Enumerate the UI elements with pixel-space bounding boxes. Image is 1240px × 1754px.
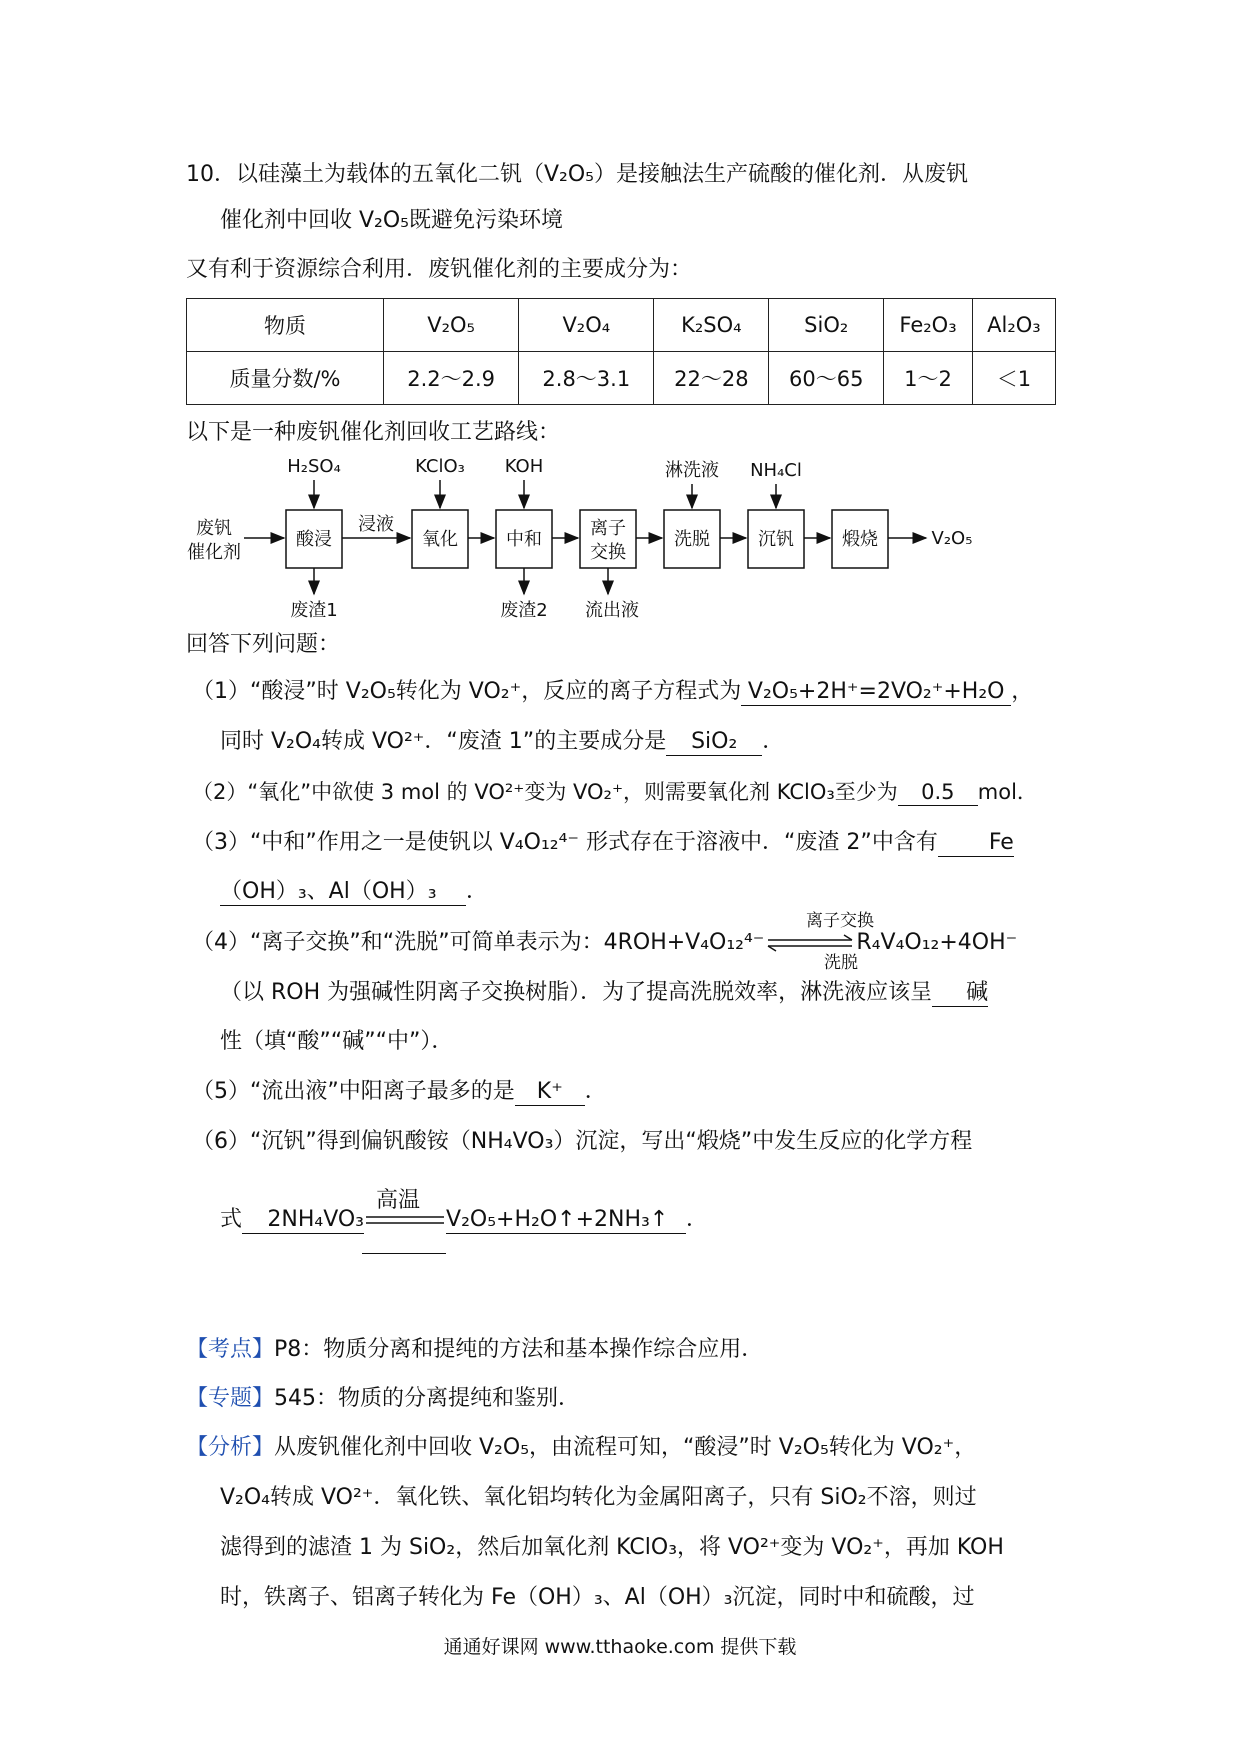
- q1-text: ，: [1011, 679, 1034, 704]
- flow-output: 废渣2: [500, 600, 548, 621]
- table-cell: V₂O₅: [384, 299, 519, 352]
- flow-intro: 以下是一种废钒催化剂回收工艺路线：: [186, 420, 561, 445]
- q4-answer: 碱: [932, 980, 988, 1007]
- flow-reagent: KOH: [504, 456, 544, 477]
- q5-text: ．: [584, 1079, 607, 1104]
- table-header-row: [187, 299, 1056, 352]
- composition-table: [186, 298, 1056, 405]
- fenxi-tag: 【分析】: [186, 1435, 275, 1460]
- table-cell: 2.2～2.9: [384, 352, 519, 405]
- q4-arrow-top-label: 离子交换: [806, 911, 874, 931]
- flow-mid-label: 浸液: [358, 514, 394, 535]
- answers-intro: 回答下列问题：: [186, 632, 341, 657]
- q4-text: R₄V₄O₁₂+4OH⁻: [856, 930, 1018, 955]
- process-flow-diagram: [186, 448, 986, 628]
- table-cell: 质量分数/%: [187, 352, 384, 405]
- fenxi-line-1: [186, 1433, 976, 1463]
- kaodian-text: P8：物质分离和提纯的方法和基本操作综合应用．: [274, 1337, 764, 1362]
- q2-line: [192, 777, 1038, 807]
- flow-step-label: 中和: [506, 529, 542, 550]
- q1-line-1: [192, 677, 1033, 707]
- q6-line-1: （6）“沉钒”得到偏钒酸铵（NH₄VO₃）沉淀，写出“煅烧”中发生反应的化学方程: [192, 1129, 973, 1154]
- table-cell: 60～65: [769, 352, 884, 405]
- fenxi-text: 从废钒催化剂中回收 V₂O₅，由流程可知，“酸浸”时 V₂O₅转化为 VO₂⁺，: [274, 1435, 977, 1460]
- question-line-2: 催化剂中回收 V₂O₅既避免污染环境: [220, 208, 563, 233]
- zhuanti-text: 545：物质的分离提纯和鉴别．: [274, 1386, 581, 1411]
- table-cell: 物质: [187, 299, 384, 352]
- q3-line-2: [220, 877, 488, 907]
- flow-product: V₂O₅: [931, 528, 973, 549]
- table-cell: Al₂O₃: [972, 299, 1055, 352]
- page-footer: 通通好课网 www.tthaoke.com 提供下载: [443, 1636, 797, 1658]
- flow-step-label: 氧化: [422, 529, 458, 550]
- q4-line-3: 性（填“酸”“碱”“中”）．: [220, 1029, 454, 1054]
- q1-line-2: [220, 727, 784, 757]
- q5-text: （5）“流出液”中阳离子最多的是: [192, 1079, 515, 1104]
- zhuanti-line: [186, 1384, 580, 1414]
- flow-step-label: 沉钒: [758, 529, 794, 550]
- table-cell: K₂SO₄: [654, 299, 769, 352]
- q2-text: （2）“氧化”中欲使 3 mol 的 VO²⁺变为 VO₂⁺，则需要氧化剂 KClO₃至少为: [192, 780, 898, 804]
- q2-text: mol．: [977, 780, 1038, 804]
- table-cell: Fe₂O₃: [884, 299, 973, 352]
- q3-text: ．: [466, 879, 489, 904]
- fenxi-line-4: 时，铁离子、铝离子转化为 Fe（OH）₃、Al（OH）₃沉淀，同时中和硫酸，过: [220, 1585, 975, 1610]
- q2-answer: 0.5: [898, 779, 978, 806]
- q6-condition: 高温: [376, 1188, 421, 1213]
- flow-step-label: 离子: [590, 518, 626, 539]
- q3-text: （3）“中和”作用之一是使钒以 V₄O₁₂⁴⁻ 形式存在于溶液中．“废渣 2”中含有: [192, 830, 938, 855]
- kaodian-line: [186, 1335, 763, 1365]
- flow-reagent: NH₄Cl: [750, 460, 802, 481]
- flow-step-label: 酸浸: [296, 529, 332, 550]
- q3-line-1: [192, 828, 1014, 858]
- table-cell: V₂O₄: [519, 299, 654, 352]
- flow-reagent: KClO₃: [415, 456, 465, 477]
- q4-arrow-bottom-label: 洗脱: [824, 953, 858, 973]
- flow-step-label: 洗脱: [674, 529, 710, 550]
- flow-reagent: H₂SO₄: [287, 456, 341, 477]
- q3-answer-a: Fe: [938, 830, 1014, 857]
- table-row: [187, 352, 1056, 405]
- table-cell: 22～28: [654, 352, 769, 405]
- q1-text: （1）“酸浸”时 V₂O₅转化为 VO₂⁺，反应的离子方程式为: [192, 679, 742, 704]
- q5-answer: K⁺: [515, 1079, 585, 1106]
- q6-line-2: [220, 1205, 708, 1235]
- table-cell: 2.8～3.1: [519, 352, 654, 405]
- q6-answer-lhs: 2NH₄VO₃: [242, 1207, 364, 1234]
- flow-output: 废渣1: [290, 600, 338, 621]
- table-cell: SiO₂: [769, 299, 884, 352]
- zhuanti-tag: 【专题】: [186, 1386, 275, 1411]
- flow-reagent: 淋洗液: [665, 460, 719, 481]
- flow-input-line-2: 催化剂: [187, 542, 241, 563]
- q1-answer-1: V₂O₅+2H⁺=2VO₂⁺+H₂O: [741, 679, 1011, 706]
- question-line-1: 10．以硅藻土为载体的五氧化二钒（V₂O₅）是接触法生产硫酸的催化剂．从废钒: [186, 162, 969, 187]
- table-cell: ＜1: [972, 352, 1055, 405]
- q1-answer-2: SiO₂: [666, 729, 762, 756]
- q6-text: 式: [220, 1207, 243, 1232]
- flow-step-label: 煅烧: [842, 529, 878, 550]
- question-line-3: 又有利于资源综合利用．废钒催化剂的主要成分为：: [186, 257, 693, 282]
- flow-output: 流出液: [585, 600, 639, 621]
- q6-condition-underline: [362, 1253, 446, 1254]
- kaodian-tag: 【考点】: [186, 1337, 275, 1362]
- q4-line-2: [220, 978, 988, 1008]
- flow-input-line-1: 废钒: [196, 518, 232, 539]
- table-cell: 1～2: [884, 352, 973, 405]
- fenxi-line-2: V₂O₄转成 VO²⁺．氧化铁、氧化铝均转化为金属阳离子，只有 SiO₂不溶，则过: [220, 1485, 977, 1510]
- fenxi-line-3: 滤得到的滤渣 1 为 SiO₂，然后加氧化剂 KClO₃，将 VO²⁺变为 VO₂⁺，再加 KOH: [220, 1535, 1004, 1560]
- q1-text: 同时 V₂O₄转成 VO²⁺．“废渣 1”的主要成分是: [220, 729, 667, 754]
- q3-answer-b: （OH）₃、Al（OH）₃: [220, 879, 466, 906]
- flow-step-label: 交换: [590, 542, 626, 563]
- q1-text: ．: [762, 729, 785, 754]
- q4-text: （4）“离子交换”和“洗脱”可简单表示为：4ROH+V₄O₁₂⁴⁻: [192, 930, 765, 955]
- q4-text: （以 ROH 为强碱性阴离子交换树脂）．为了提高洗脱效率，淋洗液应该呈: [220, 980, 933, 1005]
- q6-answer-rhs: V₂O₅+H₂O↑+2NH₃↑: [446, 1207, 686, 1234]
- q6-text: ．: [686, 1207, 709, 1232]
- q5-line: [192, 1077, 607, 1107]
- q4-line-1: [192, 928, 1017, 958]
